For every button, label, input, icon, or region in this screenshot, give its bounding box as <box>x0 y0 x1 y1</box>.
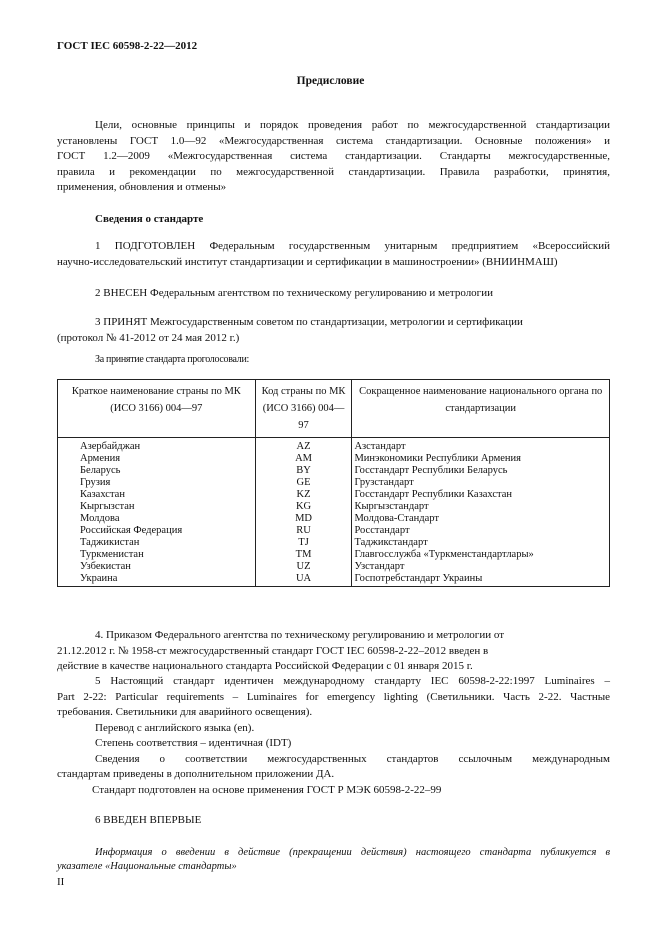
table-row <box>58 513 610 525</box>
country-code-cell: BY <box>255 465 352 477</box>
item-4-line: 21.12.2012 г. № 1958-ст межгосударственный стандарт ГОСТ IEC 60598-2-22–2012 введен в <box>57 644 489 657</box>
country-code-cell: TM <box>255 549 352 561</box>
country-code-cell: KZ <box>255 489 352 501</box>
column-header-code: Код страны по МК (ИСО 3166) 004—97 <box>255 380 352 438</box>
intro-line: правила и рекомендации по межгосударственной стандартизации. Правила разработки, принятия, <box>57 165 610 178</box>
country-code-cell: KG <box>255 501 352 513</box>
country-cell: Таджикистан <box>58 537 256 549</box>
standards-body-cell: Росстандарт <box>352 525 610 537</box>
item-3-line: (протокол № 41-2012 от 24 мая 2012 г.) <box>57 331 240 344</box>
country-cell: Узбекистан <box>58 561 256 573</box>
country-code-cell: UZ <box>255 561 352 573</box>
table-row <box>58 453 610 465</box>
conformity-note: Степень соответствия – идентичная (IDT) <box>95 737 292 749</box>
item-1-line: 1 ПОДГОТОВЛЕН Федеральным государственным унитарным предприятием «Всероссийский <box>95 240 610 252</box>
country-cell: Российская Федерация <box>58 525 256 537</box>
country-cell: Туркменистан <box>58 549 256 561</box>
item-4-paragraph <box>57 628 610 675</box>
table-row <box>58 525 610 537</box>
country-cell: Азербайджан <box>58 438 256 454</box>
item-3-paragraph <box>57 315 610 346</box>
table-row <box>58 501 610 513</box>
footnote-line: указателе «Национальные стандарты» <box>57 861 237 872</box>
standards-body-cell: Главгосслужба «Туркменстандартлары» <box>352 549 610 561</box>
standards-body-cell: Таджикстандарт <box>352 537 610 549</box>
country-cell: Украина <box>58 573 256 587</box>
table-row <box>58 537 610 549</box>
page-title: Предисловие <box>296 75 365 87</box>
page-number: II <box>57 876 65 888</box>
standards-body-cell: Азстандарт <box>352 438 610 454</box>
standard-info-heading: Сведения о стандарте <box>95 213 204 225</box>
country-code-cell: RU <box>255 525 352 537</box>
refs-line: стандартам приведены в дополнительном приложении ДА. <box>57 768 335 780</box>
document-code-header: ГОСТ IEC 60598-2-22—2012 <box>57 40 198 52</box>
country-cell: Армения <box>58 453 256 465</box>
footnote-line: Информация о введении в действие (прекращении действия) настоящего стандарта публикуется в <box>95 847 610 858</box>
column-header-body: Сокращенное наименование национального органа по стандартизации <box>352 380 610 438</box>
translation-note: Перевод с английского языка (en). <box>95 721 255 734</box>
item-1-line: научно-исследовательский институт стандартизации и сертификации в машиностроении» (ВНИИНМАШ) <box>57 255 558 268</box>
item-5-paragraph <box>57 674 610 798</box>
intro-line: установлены ГОСТ 1.0—92 «Межгосударственная система стандартизации. Основные положения» и <box>57 134 610 147</box>
item-5-line: Part 2-22: Particular requirements – Luminaires for emergency lighting (Светильники. Часть 2-22. Частные <box>57 690 610 703</box>
column-header-country: Краткое наименование страны по МК (ИСО 3166) 004—97 <box>58 380 256 438</box>
table-row <box>58 489 610 501</box>
intro-line: применения, обновления и отмены» <box>57 181 227 193</box>
item-3-line: 3 ПРИНЯТ Межгосударственным советом по стандартизации, метрологии и сертификации <box>95 316 523 328</box>
item-4-line: действие в качестве национального стандарта Российской Федерации с 01 января 2015 г. <box>57 660 473 672</box>
item-5-line: требования. Светильники для аварийного освещения). <box>57 706 313 718</box>
country-cell: Грузия <box>58 477 256 489</box>
table-header-row <box>58 380 610 438</box>
country-cell: Молдова <box>58 513 256 525</box>
item-1-paragraph <box>57 239 610 270</box>
intro-line: Цели, основные принципы и порядок проведения работ по межгосударственной стандартизации <box>95 119 610 131</box>
country-code-cell: AM <box>255 453 352 465</box>
table-row <box>58 561 610 573</box>
refs-line: Сведения о соответствии межгосударственных стандартов ссылочным международным <box>95 752 610 765</box>
country-cell: Беларусь <box>58 465 256 477</box>
standards-body-cell: Кыргызстандарт <box>352 501 610 513</box>
country-code-cell: TJ <box>255 537 352 549</box>
standards-body-cell: Грузстандарт <box>352 477 610 489</box>
table-row <box>58 573 610 587</box>
intro-line: ГОСТ 1.2—2009 «Межгосударственная система стандартизации. Стандарты межгосударственные, <box>57 150 610 162</box>
standards-body-cell: Госстандарт Республики Беларусь <box>352 465 610 477</box>
country-code-cell: UA <box>255 573 352 587</box>
standards-body-cell: Минэкономики Республики Армения <box>352 453 610 465</box>
item-4-line: 4. Приказом Федерального агентства по техническому регулированию и метрологии от <box>95 629 505 641</box>
country-cell: Кыргызстан <box>58 501 256 513</box>
country-cell: Казахстан <box>58 489 256 501</box>
table-row <box>58 477 610 489</box>
voted-caption: За принятие стандарта проголосовали: <box>95 354 249 365</box>
standards-body-cell: Госпотребстандарт Украины <box>352 573 610 587</box>
basis-note: Стандарт подготовлен на основе применения ГОСТ Р МЭК 60598-2-22–99 <box>92 783 442 796</box>
table-body <box>58 438 610 587</box>
voting-countries-table <box>57 379 610 587</box>
intro-paragraph <box>57 118 610 196</box>
standards-body-cell: Узстандарт <box>352 561 610 573</box>
table-row <box>58 465 610 477</box>
table-row <box>58 549 610 561</box>
item-2-paragraph: 2 ВНЕСЕН Федеральным агентством по техническому регулированию и метрологии <box>95 287 493 299</box>
table-row <box>58 438 610 454</box>
country-code-cell: AZ <box>255 438 352 454</box>
item-6-paragraph: 6 ВВЕДЕН ВПЕРВЫЕ <box>95 814 202 826</box>
standards-body-cell: Госстандарт Республики Казахстан <box>352 489 610 501</box>
standards-body-cell: Молдова-Стандарт <box>352 513 610 525</box>
country-code-cell: GE <box>255 477 352 489</box>
item-5-line: 5 Настоящий стандарт идентичен международному стандарту IEC 60598-2-22:1997 Luminaires – <box>95 675 610 687</box>
country-code-cell: MD <box>255 513 352 525</box>
publication-footnote <box>57 846 610 874</box>
